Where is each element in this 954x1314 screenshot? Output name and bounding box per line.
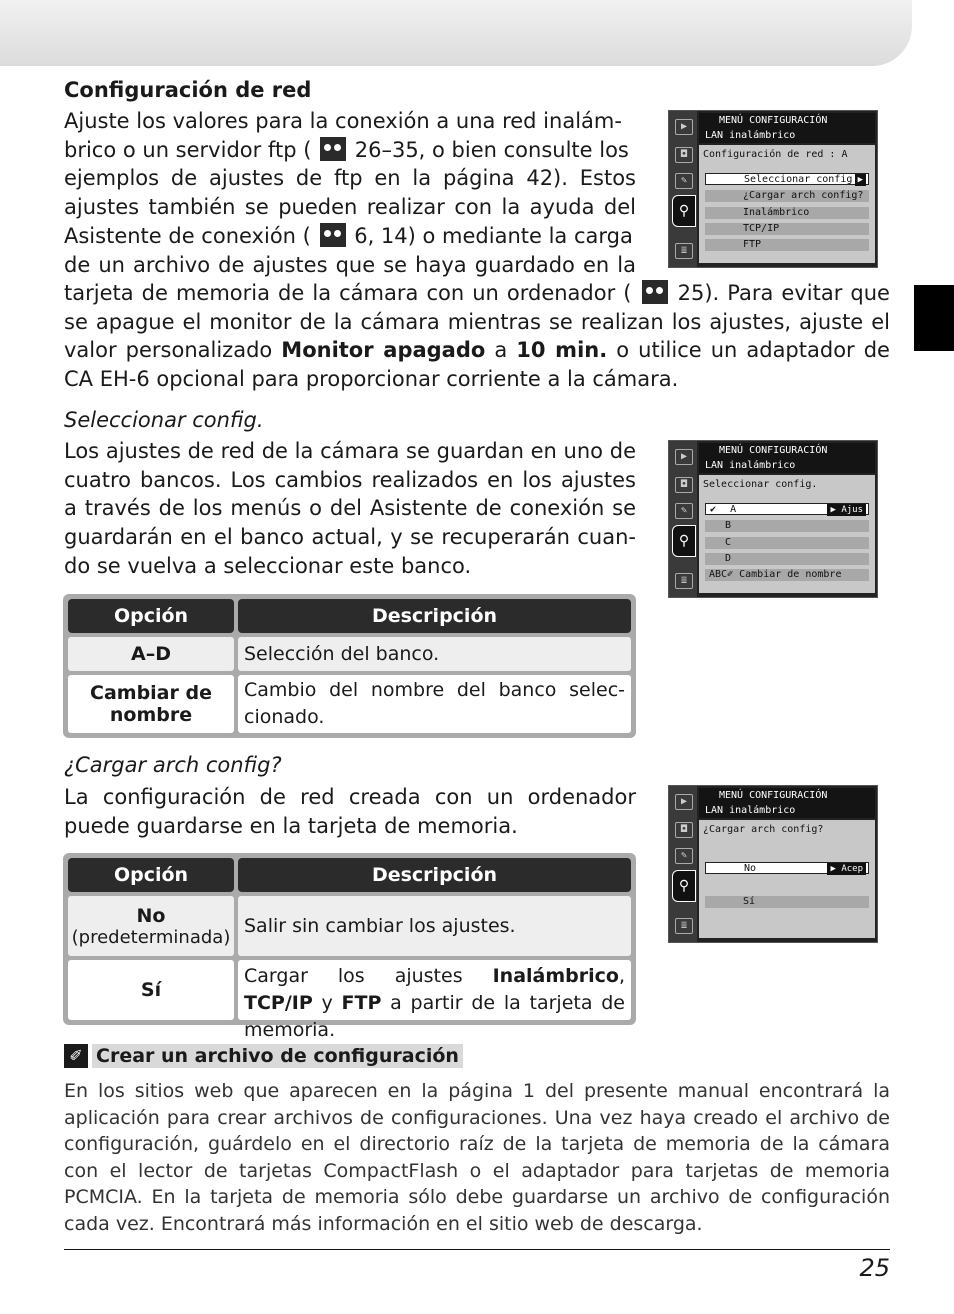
section-heading-select-config: Seleccionar config.	[64, 408, 264, 432]
section3-paragraph: La configuración de red creada con un ordenador puede guardarse en la tarjeta de memoria.	[64, 785, 636, 838]
wrench-icon: ⚲	[672, 195, 696, 227]
menu-row: FTP	[705, 239, 869, 251]
book-reference-icon	[642, 280, 668, 304]
menu-row: TCP/IP	[705, 223, 869, 235]
pencil-note-icon: ✐	[64, 1044, 88, 1068]
camera-icon: ◘	[675, 147, 693, 163]
menu-row: D	[705, 553, 869, 565]
menu-panel: ¿Cargar arch config? No ▶ Acep Sí	[699, 820, 875, 938]
list-icon: ≣	[675, 573, 693, 589]
menu-panel: Configuración de red : A Seleccionar config ▶ ¿Cargar arch config? Inalámbrico TCP/IP FTP	[699, 145, 875, 263]
camera-screen-network-config	[668, 110, 878, 268]
table-row: A–D Selección del banco.	[68, 637, 631, 671]
section-heading-network-config: Configuración de red	[64, 78, 312, 102]
pencil-icon: ✎	[675, 503, 693, 519]
table-header-row: Opción Descripción	[68, 599, 631, 633]
play-icon: ▶	[675, 794, 693, 810]
menu-header: MENÚ CONFIGURACIÓN LAN inalámbrico	[699, 788, 875, 818]
menu-sidebar	[669, 111, 697, 267]
note-body: En los sitios web que aparecen en la página 1 del presente manual encontrará la aplicación para crear archivos de configuraciones. Una vez haya creado el archivo de configuración, guárdelo en el directorio raíz de la tarjeta de memoria de la cámara con el lector de tarjetas CompactFlash o el adaptador para tarjetas de memoria PCMCIA. En la tarjeta de memoria sólo debe guardarse un archivo de configuración cada vez. Encontrará más información en el sitio web de descarga.	[64, 1080, 890, 1235]
table-row: Cambiar de nombre Cambio del nombre del banco selec-cionado.	[68, 675, 631, 733]
menu-row: Seleccionar config ▶	[705, 173, 869, 185]
book-reference-icon	[320, 137, 346, 161]
menu-row: ABC✐ Cambiar de nombre	[705, 569, 869, 581]
play-icon: ▶	[675, 119, 693, 135]
camera-screen-select-config	[668, 440, 878, 598]
camera-icon: ◘	[675, 477, 693, 493]
list-icon: ≣	[675, 918, 693, 934]
book-reference-icon	[320, 223, 346, 247]
camera-screen-load-config	[668, 785, 878, 943]
section2-paragraph: Los ajustes de red de la cámara se guardan en uno de cuatro bancos. Los cambios realizados en los ajustes a través de los menús o del Asistente de conexión se guardarán en el banco actual, y se recuperarán cuan-do se vuelva a seleccionar este banco.	[64, 439, 636, 578]
menu-row: Sí	[705, 896, 869, 908]
play-icon: ▶	[675, 449, 693, 465]
table-row: No (predeterminada) Salir sin cambiar los ajustes.	[68, 896, 631, 956]
menu-panel: Seleccionar config. ✔ A ▶ Ajus B C D ABC✐ Cambiar de nombre	[699, 475, 875, 593]
wrench-icon: ⚲	[672, 870, 696, 902]
menu-row: No ▶ Acep	[705, 862, 869, 874]
menu-header: MENÚ CONFIGURACIÓN LAN inalámbrico	[699, 113, 875, 143]
wrench-icon: ⚲	[672, 525, 696, 557]
page-header-bar	[0, 0, 912, 66]
camera-icon: ◘	[675, 822, 693, 838]
menu-row: ¿Cargar arch config?	[705, 190, 869, 202]
footer-divider	[64, 1249, 890, 1250]
table-row: Sí Cargar los ajustes Inalámbrico, TCP/IP y FTP a partir de la tarjeta de memoria.	[68, 960, 631, 1020]
table-header-row: Opción Descripción	[68, 858, 631, 892]
section1-paragraph-narrow: Ajuste los valores para la conexión a una red inalám- brico o un servidor ftp ( 26–35, o bien consulte los ejemplos de ajustes de ftp en la página 42). Estos ajustes también se pueden realizar con la ayuda del Asistente de conexión ( 6, 14) o mediante la carga de un archivo de ajustes que se haya guardado en la	[64, 109, 636, 277]
menu-header: MENÚ CONFIGURACIÓN LAN inalámbrico	[699, 443, 875, 473]
list-icon: ≣	[675, 243, 693, 259]
page-number: 25	[859, 1254, 890, 1282]
chapter-tab	[914, 285, 954, 351]
pencil-icon: ✎	[675, 173, 693, 189]
menu-row: Inalámbrico	[705, 207, 869, 219]
arrow-right-icon: ▶	[855, 174, 866, 186]
options-table-select-config	[63, 594, 636, 738]
menu-row: C	[705, 537, 869, 549]
menu-row: ✔ A ▶ Ajus	[705, 503, 869, 515]
section1-paragraph-wide: tarjeta de memoria de la cámara con un ordenador ( 25). Para evitar que se apague el monitor de la cámara mientras se realizan los ajustes, ajuste el valor personalizado Monitor apagado a 10 min. o utilice un adaptador de CA EH-6 opcional para proporcionar corriente a la cámara.	[64, 281, 890, 392]
section-heading-load-config: ¿Cargar arch config?	[64, 753, 282, 777]
menu-sidebar	[669, 786, 697, 942]
pencil-icon: ✎	[675, 848, 693, 864]
note-heading: ✐ Crear un archivo de configuración	[64, 1044, 463, 1068]
menu-sidebar	[669, 441, 697, 597]
options-table-load-config	[63, 853, 636, 1041]
menu-row: B	[705, 520, 869, 532]
